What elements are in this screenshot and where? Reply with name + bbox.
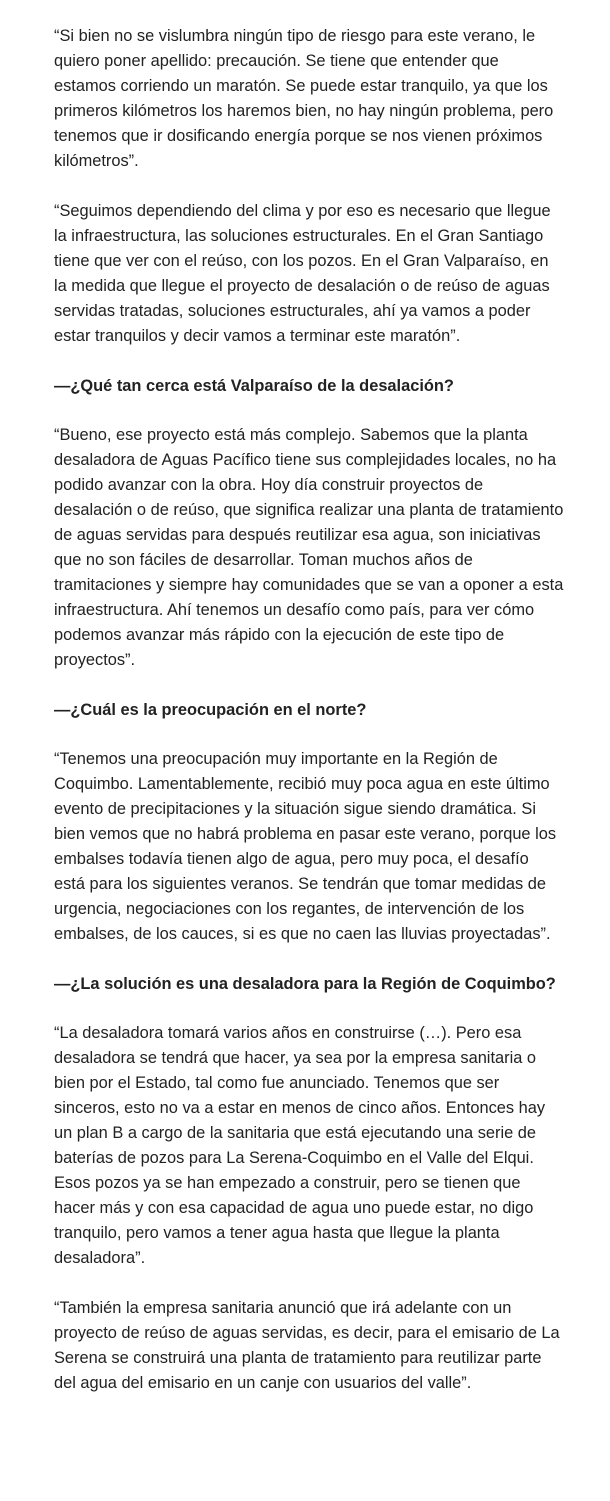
article-body (54, 24, 564, 1396)
paragraph-quote-5: “La desaladora tomará varios años en construirse (…). Pero esa desaladora se tendrá que hacer, ya sea por la empresa sanitaria o bien por el Estado, tal como fue anunciado. Tenemos que ser sinceros, esto no va a estar en menos de cinco años. Entonces hay un plan B a cargo de la sanitaria que está ejecutando una serie de baterías de pozos para La Serena-Coquimbo en el Valle del Elqui. Esos pozos ya se han empezado a construir, pero se tienen que hacer más y con esa capacidad de agua uno puede estar, no digo tranquilo, pero vamos a tener agua hasta que llegue la planta desaladora”. (54, 1024, 546, 1267)
interview-question-3: —¿La solución es una desaladora para la Región de Coquimbo? (54, 975, 556, 993)
interview-question-2: —¿Cuál es la preocupación en el norte? (54, 701, 367, 719)
paragraph-quote-2: “Seguimos dependiendo del clima y por eso es necesario que llegue la infraestructura, las soluciones estructurales. En el Gran Santiago tiene que ver con el reúso, con los pozos. En el Gran Valparaíso, en la medida que llegue el proyecto de desalación o de reúso de aguas servidas tratadas, soluciones estructurales, ahí ya vamos a poder estar tranquilos y decir vamos a terminar este maratón”. (54, 202, 551, 345)
paragraph-quote-6: “También la empresa sanitaria anunció que irá adelante con un proyecto de reúso de aguas servidas, es decir, para el emisario de La Serena se construirá una planta de tratamiento para reutilizar parte del agua del emisario en un canje con usuarios del valle”. (54, 1299, 560, 1392)
paragraph-quote-1: “Si bien no se vislumbra ningún tipo de riesgo para este verano, le quiero poner apellido: precaución. Se tiene que entender que estamos corriendo un maratón. Se puede estar tranquilo, ya que los primeros kilómetros los haremos bien, no hay ningún problema, pero tenemos que ir dosificando energía porque se nos vienen próximos kilómetros”. (54, 27, 554, 170)
paragraph-quote-4: “Tenemos una preocupación muy importante en la Región de Coquimbo. Lamentablemente, recibió muy poca agua en este último evento de precipitaciones y la situación sigue siendo dramática. Si bien vemos que no habrá problema en pasar este verano, porque los embalses todavía tienen algo de agua, pero muy poca, el desafío está para los siguientes veranos. Se tendrán que tomar medidas de urgencia, negociaciones con los regantes, de intervención de los embalses, de los cauces, si es que no caen las lluvias proyectadas”. (54, 750, 557, 943)
paragraph-quote-3: “Bueno, ese proyecto está más complejo. Sabemos que la planta desaladora de Aguas Pacífico tiene sus complejidades locales, no ha podido avanzar con la obra. Hoy día construir proyectos de desalación o de reúso, que significa realizar una planta de tratamiento de aguas servidas para después reutilizar esa agua, son iniciativas que no son fáciles de desarrollar. Toman muchos años de tramitaciones y siempre hay comunidades que se van a oponer a esta infraestructura. Ahí tenemos un desafío como país, para ver cómo podemos avanzar más rápido con la ejecución de este tipo de proyectos”. (54, 426, 564, 669)
interview-question-1: —¿Qué tan cerca está Valparaíso de la desalación? (54, 377, 454, 395)
